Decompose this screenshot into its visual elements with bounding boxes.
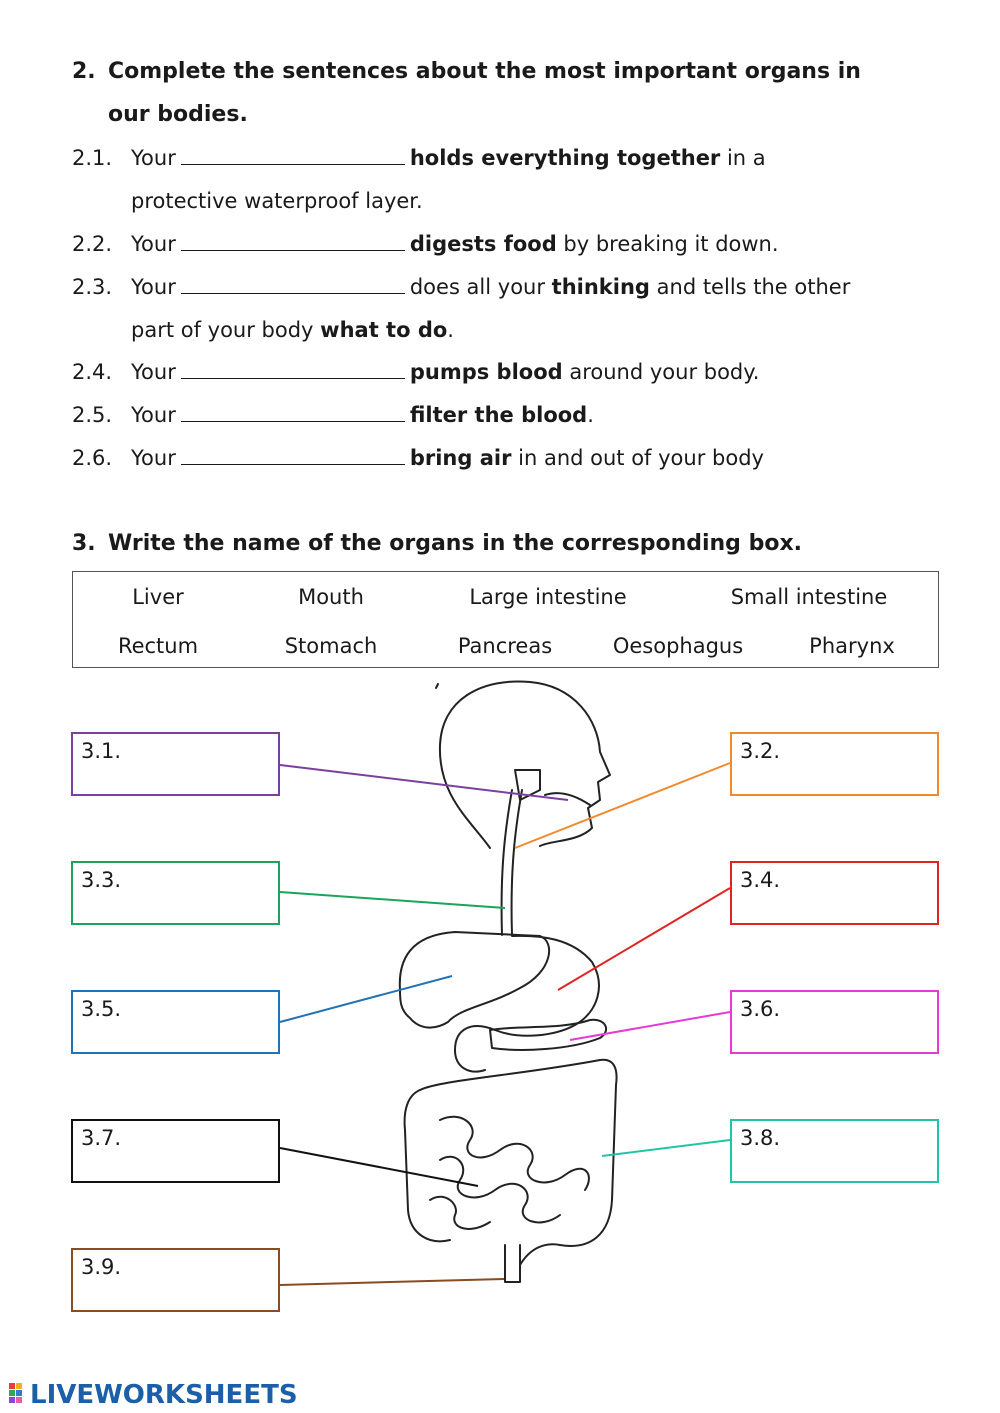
item-number: 2.2. <box>72 232 113 256</box>
box-label: 3.1. <box>81 739 122 763</box>
word-your: Your <box>131 403 176 427</box>
box-label: 3.5. <box>81 997 122 1021</box>
bold-phrase: what to do <box>320 318 448 342</box>
leader-line-3-3 <box>280 892 505 908</box>
word-mouth: Mouth <box>298 585 364 609</box>
sentence-rest: and tells the other <box>649 275 851 299</box>
sentence-rest: in and out of your body <box>511 446 764 470</box>
sentence-rest: . <box>447 318 454 342</box>
item-number: 2.1. <box>72 146 113 170</box>
item-number: 2.5. <box>72 403 113 427</box>
bold-phrase: holds everything together <box>409 146 721 170</box>
sentence-rest: around your body. <box>562 360 760 384</box>
box-label: 3.8. <box>740 1126 781 1150</box>
box-label: 3.7. <box>81 1126 122 1150</box>
box-label: 3.3. <box>81 868 122 892</box>
bold-phrase: pumps blood <box>409 360 563 384</box>
item-number: 2.4. <box>72 360 113 384</box>
item-number: 2.6. <box>72 446 113 470</box>
leader-line-3-4 <box>558 888 730 990</box>
item-number: 2.3. <box>72 275 113 299</box>
sentence-2-1-line2: protective waterproof layer. <box>131 189 423 213</box>
answer-box-3-3[interactable] <box>71 861 280 925</box>
box-label: 3.2. <box>740 739 781 763</box>
leader-line-3-6 <box>570 1012 730 1040</box>
word-rectum: Rectum <box>117 634 199 658</box>
word-stomach: Stomach <box>284 634 378 658</box>
answer-box-3-1[interactable] <box>71 732 280 796</box>
box-label: 3.9. <box>81 1255 122 1279</box>
sentence-rest: in a <box>720 146 766 170</box>
section-2-number: 2. <box>72 59 96 84</box>
leader-line-3-2 <box>515 763 730 848</box>
brand-logo[interactable] <box>8 1380 298 1410</box>
sentence-text: part of your body <box>131 318 321 342</box>
word-your: Your <box>131 275 176 299</box>
answer-box-3-6[interactable] <box>730 990 939 1054</box>
liveworksheets-icon <box>8 1382 28 1406</box>
word-liver: Liver <box>132 585 184 609</box>
leader-line-3-5 <box>280 976 452 1022</box>
leader-line-3-8 <box>602 1140 730 1156</box>
word-small-intestine: Small intestine <box>730 585 888 609</box>
answer-box-3-4[interactable] <box>730 861 939 925</box>
answer-box-3-2[interactable] <box>730 732 939 796</box>
leader-line-3-9 <box>280 1279 504 1285</box>
box-label: 3.6. <box>740 997 781 1021</box>
bold-phrase: filter the blood <box>409 403 588 427</box>
word-your: Your <box>131 232 176 256</box>
word-oesophagus: Oesophagus <box>612 634 744 658</box>
sentence-rest: . <box>587 403 594 427</box>
word-your: Your <box>131 146 176 170</box>
brand-text: LIVEWORKSHEETS <box>30 1380 298 1410</box>
section-3-number: 3. <box>72 531 96 556</box>
box-label: 3.4. <box>740 868 781 892</box>
section-2-title-line2: our bodies. <box>108 102 248 127</box>
answer-box-3-7[interactable] <box>71 1119 280 1183</box>
word-pancreas: Pancreas <box>457 634 553 658</box>
word-your: Your <box>131 360 176 384</box>
word-pharynx: Pharynx <box>809 634 895 658</box>
answer-box-3-9[interactable] <box>71 1248 280 1312</box>
answer-box-3-5[interactable] <box>71 990 280 1054</box>
bold-phrase: thinking <box>551 275 650 299</box>
sentence-rest: by breaking it down. <box>556 232 779 256</box>
word-your: Your <box>131 446 176 470</box>
section-3-title: Write the name of the organs in the corresponding box. <box>108 531 802 556</box>
word-large-intestine: Large intestine <box>469 585 627 609</box>
leader-line-3-7 <box>280 1148 478 1186</box>
section-2-title: Complete the sentences about the most important organs in <box>108 59 861 84</box>
bold-phrase: digests food <box>409 232 557 256</box>
answer-box-3-8[interactable] <box>730 1119 939 1183</box>
bold-phrase: bring air <box>409 446 512 470</box>
sentence-text: does all your <box>409 275 552 299</box>
